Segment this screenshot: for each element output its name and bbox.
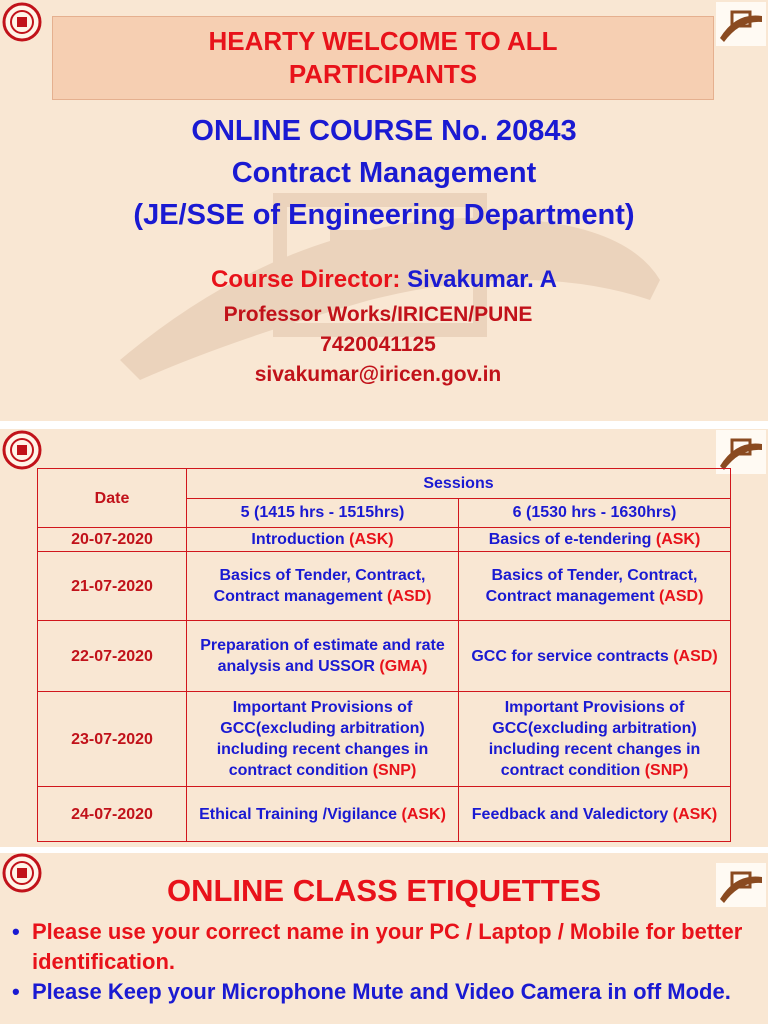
row-date: 24-07-2020 (38, 787, 187, 842)
course-number: ONLINE COURSE No. 20843 (191, 115, 577, 147)
table-header-row (38, 469, 731, 499)
row-session-5 (187, 621, 459, 692)
rule-text: Please Keep your Microphone Mute and Video Camera in off Mode. (32, 979, 731, 1004)
course-audience: (JE/SSE of Engineering Department) (133, 199, 635, 231)
faculty-code: (ASK) (655, 531, 701, 548)
slide-divider (0, 421, 768, 429)
table-row (38, 621, 731, 692)
faculty-code: (ASD) (386, 588, 432, 605)
row-date: 23-07-2020 (38, 692, 187, 787)
header-session-5: 5 (1415 hrs - 1515hrs) (187, 498, 459, 528)
faculty-code: (ASK) (672, 805, 718, 823)
header-date: Date (38, 469, 187, 528)
session-topic: Feedback and Valedictory (471, 805, 669, 823)
etiquettes-title: ONLINE CLASS ETIQUETTES (166, 873, 602, 908)
faculty-code: (ASK) (349, 531, 394, 548)
table-row (38, 787, 731, 842)
slide-schedule (0, 430, 768, 850)
faculty-code: (ASD) (673, 647, 718, 665)
schedule-table (37, 468, 731, 842)
bullet: • (12, 919, 20, 944)
faculty-code: (ASD) (658, 588, 704, 605)
rule-text: Please use your correct name in your PC / Laptop / Mobile for better identification. (32, 919, 743, 974)
table-row (38, 552, 731, 621)
welcome-banner (52, 16, 714, 100)
row-session-6 (459, 621, 731, 692)
header-session-6: 6 (1530 hrs - 1630hrs) (459, 498, 731, 528)
session-topic: Ethical Training /Vigilance (199, 805, 398, 823)
row-session-6 (459, 692, 731, 787)
header-sessions: Sessions (187, 469, 731, 499)
indian-railways-logo-icon (2, 430, 42, 470)
table-row (38, 528, 731, 552)
row-session-5 (187, 692, 459, 787)
faculty-code: (SNP) (372, 762, 417, 779)
session-topic: Basics of Tender, Contract, Contract management (485, 567, 698, 605)
indian-railways-logo-icon (2, 2, 42, 42)
list-item (10, 977, 758, 1007)
welcome-text: HEARTY WELCOME TO ALL PARTICIPANTS (208, 26, 558, 89)
session-topic: Basics of Tender, Contract, Contract management (213, 567, 426, 605)
director-details (0, 300, 768, 390)
iricen-logo-icon (716, 2, 766, 46)
etiquette-list (10, 917, 758, 1007)
row-session-5 (187, 787, 459, 842)
table-row (38, 692, 731, 787)
row-session-5 (187, 552, 459, 621)
course-title-block (0, 110, 768, 236)
row-date: 21-07-2020 (38, 552, 187, 621)
row-date: 20-07-2020 (38, 528, 187, 552)
row-session-6 (459, 528, 731, 552)
bullet: • (12, 979, 20, 1004)
faculty-code: (SNP) (644, 762, 689, 779)
director-email: sivakumar@iricen.gov.in (254, 363, 502, 386)
row-session-6 (459, 787, 731, 842)
row-date: 22-07-2020 (38, 621, 187, 692)
session-topic: Basics of e-tendering (488, 531, 652, 548)
session-topic: Important Provisions of GCC(excluding arbitration) including recent changes in contract condition (488, 699, 701, 779)
faculty-code: (GMA) (379, 658, 428, 675)
session-topic: Introduction (251, 531, 345, 548)
session-topic: Important Provisions of GCC(excluding arbitration) including recent changes in contract condition (216, 699, 429, 779)
slide-welcome (0, 0, 768, 420)
row-session-6 (459, 552, 731, 621)
list-item (10, 917, 758, 977)
director-label: Course Director: (211, 266, 401, 293)
session-topic: GCC for service contracts (471, 647, 669, 665)
faculty-code: (ASK) (401, 805, 446, 823)
slide-etiquettes (0, 853, 768, 1024)
director-phone: 7420041125 (320, 333, 436, 356)
director-name: Sivakumar. A (407, 266, 557, 293)
director-designation: Professor Works/IRICEN/PUNE (223, 303, 533, 326)
row-session-5 (187, 528, 459, 552)
course-name: Contract Management (231, 157, 537, 189)
session-topic: Preparation of estimate and rate analysis and USSOR (200, 637, 445, 675)
course-director (0, 264, 768, 296)
